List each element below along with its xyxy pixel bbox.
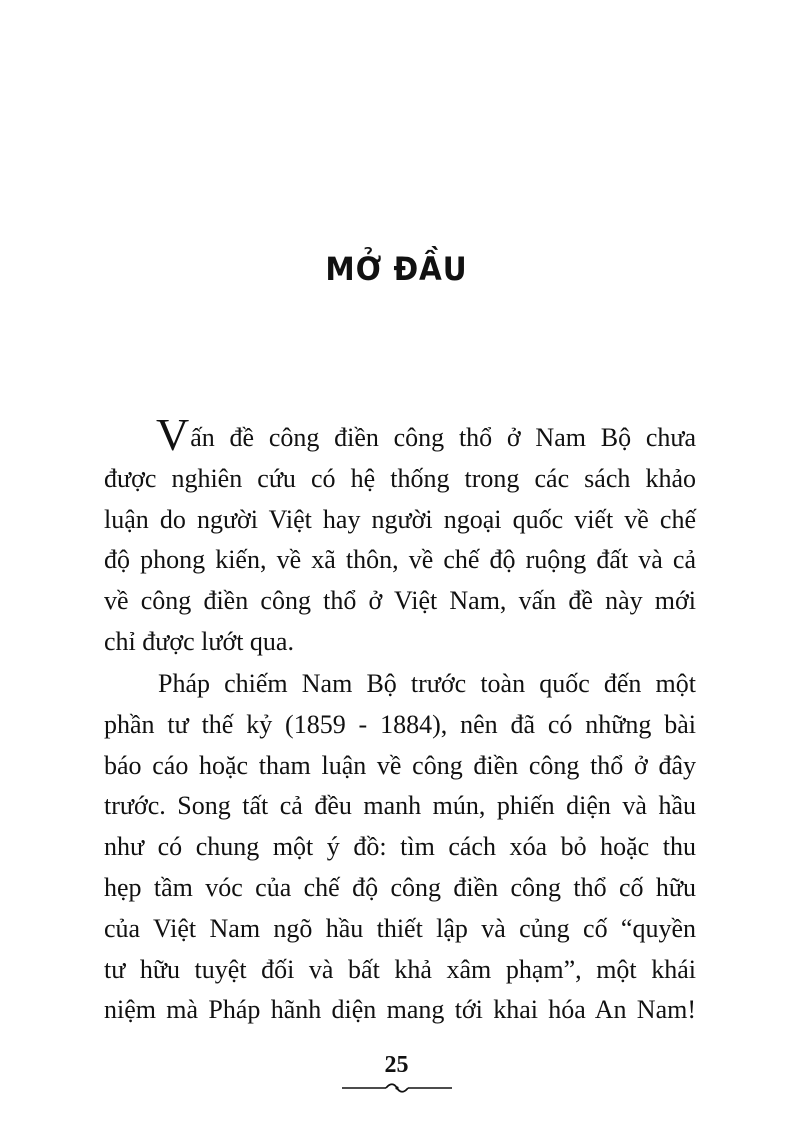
- text-line: độ phong kiến, về xã thôn, về chế độ ruộng đất và cả: [104, 545, 696, 575]
- text-line: báo cáo hoặc tham luận về công điền công thổ ở đây: [104, 750, 696, 780]
- line-text: ấn đề công điền công thổ ở Nam Bộ chưa: [190, 423, 696, 452]
- drop-cap: V: [156, 409, 190, 460]
- text-line: Pháp chiếm Nam Bộ trước toàn quốc đến một: [158, 669, 696, 698]
- text-line: được nghiên cứu có hệ thống trong các sách khảo: [104, 463, 696, 493]
- text-line: luận do người Việt hay người ngoại quốc viết về chế: [104, 504, 696, 534]
- text-line: [156, 409, 696, 460]
- text-line: tư hữu tuyệt đối và bất khả xâm phạm”, một khái: [104, 954, 696, 984]
- paragraph-1: [104, 409, 696, 663]
- text-line: về công điền công thổ ở Việt Nam, vấn đề này mới: [104, 586, 696, 616]
- text-line: như có chung một ý đồ: tìm cách xóa bỏ hoặc thu: [104, 832, 696, 862]
- text-line: phần tư thế kỷ (1859 - 1884), nên đã có những bài: [104, 709, 696, 739]
- page-number: 25: [384, 1052, 409, 1078]
- chapter-title: MỞ ĐẦU: [325, 250, 468, 288]
- text-line: niệm mà Pháp hãnh diện mang tới khai hóa An Nam!: [104, 995, 696, 1025]
- text-line: trước. Song tất cả đều manh mún, phiến diện và hầu: [104, 791, 696, 821]
- text-line: chỉ được lướt qua.: [104, 626, 294, 656]
- ornament-divider-icon: [342, 1082, 452, 1094]
- text-line: của Việt Nam ngõ hầu thiết lập và củng cố “quyền: [104, 913, 696, 943]
- text-line: hẹp tầm vóc của chế độ công điền công thổ cố hữu: [104, 872, 696, 902]
- paragraph-2: [104, 664, 696, 1031]
